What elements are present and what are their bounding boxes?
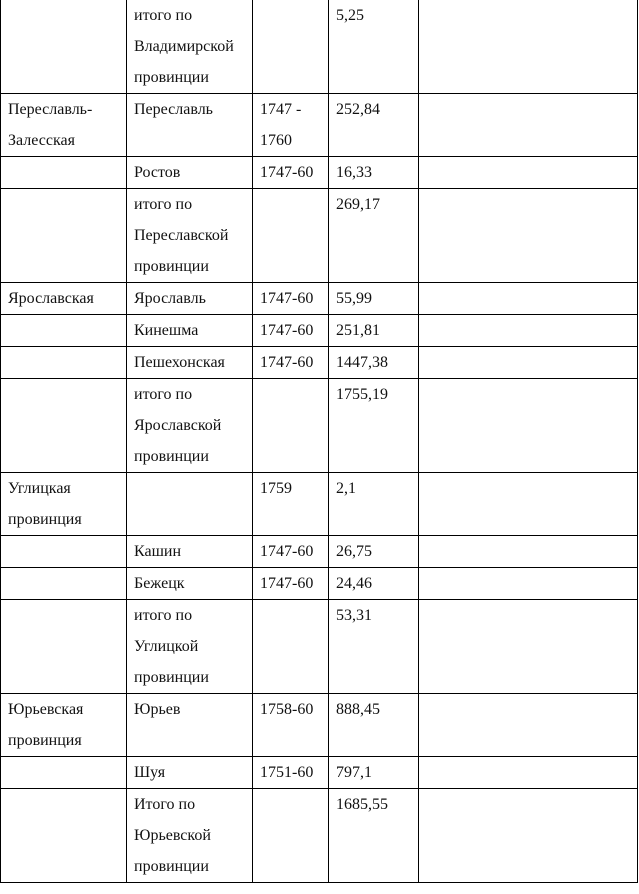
- years-cell: [253, 600, 329, 694]
- value-cell: 797,1: [329, 757, 419, 789]
- table-row: [1, 283, 638, 315]
- city-cell: Итого по Юрьевской провинции: [127, 789, 253, 883]
- years-cell: 1747-60: [253, 568, 329, 600]
- note-cell: [419, 94, 638, 157]
- city-cell: итого по Ярославской провинции: [127, 379, 253, 473]
- value-cell: 1755,19: [329, 379, 419, 473]
- years-cell: [253, 189, 329, 283]
- note-cell: [419, 789, 638, 883]
- table-row: [1, 536, 638, 568]
- city-cell: Юрьев: [127, 694, 253, 757]
- province-cell: [1, 157, 127, 189]
- province-cell: [1, 757, 127, 789]
- province-cell: Ярославская: [1, 283, 127, 315]
- years-cell: 1747 - 1760: [253, 94, 329, 157]
- note-cell: [419, 379, 638, 473]
- years-cell: [253, 0, 329, 94]
- note-cell: [419, 568, 638, 600]
- table-row: [1, 157, 638, 189]
- table-row: [1, 379, 638, 473]
- note-cell: [419, 757, 638, 789]
- table-row: [1, 694, 638, 757]
- years-cell: 1747-60: [253, 347, 329, 379]
- value-cell: 24,46: [329, 568, 419, 600]
- city-cell: Бежецк: [127, 568, 253, 600]
- years-cell: 1747-60: [253, 283, 329, 315]
- table-row: [1, 757, 638, 789]
- province-cell: [1, 189, 127, 283]
- city-cell: Кашин: [127, 536, 253, 568]
- table-row: [1, 0, 638, 94]
- years-cell: 1747-60: [253, 536, 329, 568]
- city-cell: Ярославль: [127, 283, 253, 315]
- years-cell: 1759: [253, 473, 329, 536]
- table-row: [1, 473, 638, 536]
- note-cell: [419, 157, 638, 189]
- note-cell: [419, 473, 638, 536]
- value-cell: 2,1: [329, 473, 419, 536]
- years-cell: [253, 379, 329, 473]
- province-cell: [1, 568, 127, 600]
- province-cell: [1, 0, 127, 94]
- note-cell: [419, 536, 638, 568]
- value-cell: 53,31: [329, 600, 419, 694]
- table-row: [1, 347, 638, 379]
- city-cell: Шуя: [127, 757, 253, 789]
- province-cell: Юрьевская провинция: [1, 694, 127, 757]
- city-cell: итого по Переславской провинции: [127, 189, 253, 283]
- province-cell: [1, 789, 127, 883]
- table-row: [1, 94, 638, 157]
- years-cell: 1747-60: [253, 315, 329, 347]
- note-cell: [419, 283, 638, 315]
- note-cell: [419, 0, 638, 94]
- province-cell: [1, 315, 127, 347]
- value-cell: 269,17: [329, 189, 419, 283]
- note-cell: [419, 694, 638, 757]
- value-cell: 1447,38: [329, 347, 419, 379]
- value-cell: 16,33: [329, 157, 419, 189]
- province-cell: [1, 379, 127, 473]
- province-cell: [1, 536, 127, 568]
- value-cell: 55,99: [329, 283, 419, 315]
- value-cell: 888,45: [329, 694, 419, 757]
- table-row: [1, 789, 638, 883]
- province-cell: [1, 600, 127, 694]
- value-cell: 5,25: [329, 0, 419, 94]
- city-cell: Ростов: [127, 157, 253, 189]
- table-row: [1, 600, 638, 694]
- table-row: [1, 315, 638, 347]
- note-cell: [419, 347, 638, 379]
- note-cell: [419, 600, 638, 694]
- value-cell: 251,81: [329, 315, 419, 347]
- city-cell: Кинешма: [127, 315, 253, 347]
- table-row: [1, 189, 638, 283]
- years-cell: 1758-60: [253, 694, 329, 757]
- table-row: [1, 568, 638, 600]
- years-cell: 1751-60: [253, 757, 329, 789]
- note-cell: [419, 315, 638, 347]
- value-cell: 26,75: [329, 536, 419, 568]
- city-cell: [127, 473, 253, 536]
- province-cell: [1, 347, 127, 379]
- note-cell: [419, 189, 638, 283]
- value-cell: 252,84: [329, 94, 419, 157]
- province-cell: Углицкая провинция: [1, 473, 127, 536]
- table-body: [1, 0, 638, 883]
- province-cell: Переславль-Залесская: [1, 94, 127, 157]
- city-cell: Пешехонская: [127, 347, 253, 379]
- city-cell: итого по Владимирской провинции: [127, 0, 253, 94]
- years-cell: 1747-60: [253, 157, 329, 189]
- city-cell: итого по Углицкой провинции: [127, 600, 253, 694]
- years-cell: [253, 789, 329, 883]
- value-cell: 1685,55: [329, 789, 419, 883]
- city-cell: Переславль: [127, 94, 253, 157]
